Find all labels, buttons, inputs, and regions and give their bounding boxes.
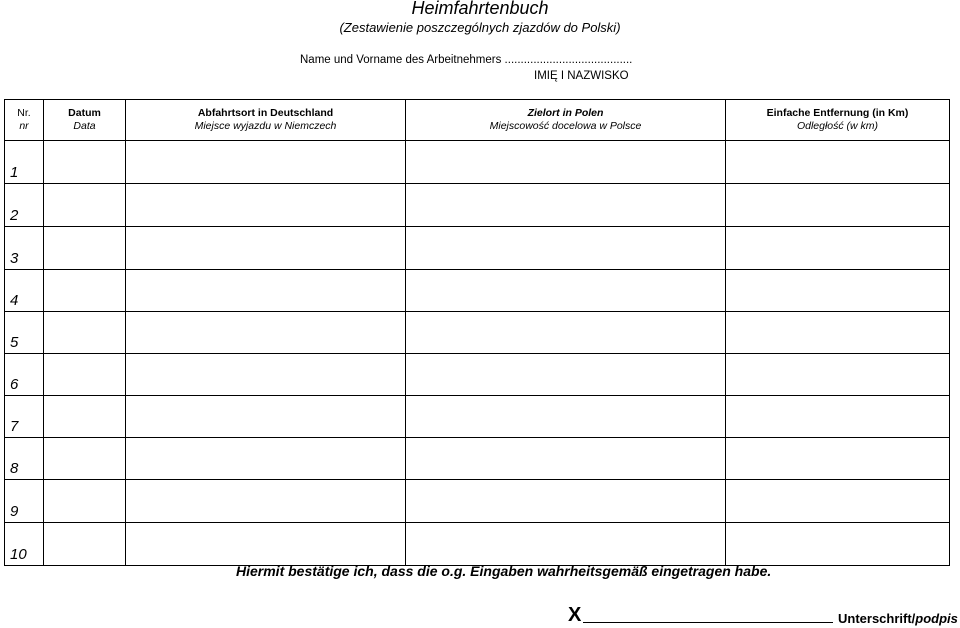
row-number: 9: [5, 480, 44, 523]
destination-cell[interactable]: [406, 312, 726, 354]
column-header-de: Einfache Entfernung (in Km): [766, 107, 909, 119]
trips-table: [4, 99, 950, 566]
distance-cell[interactable]: [726, 354, 950, 396]
destination-cell[interactable]: [406, 270, 726, 312]
table-row: [5, 438, 950, 480]
date-cell[interactable]: [44, 312, 126, 354]
row-number: 10: [5, 523, 44, 566]
distance-cell[interactable]: [726, 227, 950, 270]
distance-cell[interactable]: [726, 141, 950, 184]
table-row: [5, 480, 950, 523]
distance-cell[interactable]: [726, 480, 950, 523]
row-number: 8: [5, 438, 44, 480]
column-header-pl: nr: [19, 120, 29, 132]
destination-cell[interactable]: [406, 396, 726, 438]
distance-cell[interactable]: [726, 184, 950, 227]
departure-cell[interactable]: [126, 227, 406, 270]
column-header-pl: Miejscowość docelowa w Polsce: [489, 120, 642, 132]
confirmation-statement: Hiermit bestätige ich, dass die o.g. Eingaben wahrheitsgemäß eingetragen habe.: [236, 563, 772, 579]
destination-cell[interactable]: [406, 480, 726, 523]
table-header-row: [5, 100, 950, 141]
column-header-nr: [5, 100, 44, 141]
departure-cell[interactable]: [126, 480, 406, 523]
column-header-de: Zielort in Polen: [527, 107, 604, 119]
row-number: 6: [5, 354, 44, 396]
departure-cell[interactable]: [126, 312, 406, 354]
signature-line[interactable]: [583, 622, 833, 623]
departure-cell[interactable]: [126, 141, 406, 184]
column-header-de: Datum: [68, 107, 101, 119]
table-row: [5, 354, 950, 396]
column-header-pl: Data: [73, 120, 96, 132]
departure-cell[interactable]: [126, 438, 406, 480]
table-row: [5, 141, 950, 184]
column-header-de: Nr.: [17, 107, 31, 119]
column-header-distance: [726, 100, 950, 141]
distance-cell[interactable]: [726, 396, 950, 438]
page-title: Heimfahrtenbuch: [411, 0, 549, 18]
table-row: [5, 312, 950, 354]
table-row: [5, 270, 950, 312]
row-number: 4: [5, 270, 44, 312]
date-cell[interactable]: [44, 480, 126, 523]
destination-cell[interactable]: [406, 438, 726, 480]
departure-cell[interactable]: [126, 354, 406, 396]
destination-cell[interactable]: [406, 354, 726, 396]
row-number: 3: [5, 227, 44, 270]
column-header-date: [44, 100, 126, 141]
distance-cell[interactable]: [726, 438, 950, 480]
page-subtitle: (Zestawienie poszczególnych zjazdów do Polski): [339, 20, 621, 35]
distance-cell[interactable]: [726, 270, 950, 312]
date-cell[interactable]: [44, 270, 126, 312]
table-row: [5, 396, 950, 438]
distance-cell[interactable]: [726, 312, 950, 354]
row-number: 5: [5, 312, 44, 354]
column-header-pl: Odległość (w km): [796, 120, 879, 132]
departure-cell[interactable]: [126, 396, 406, 438]
employee-name-caption: IMIĘ I NAZWISKO: [534, 70, 629, 82]
departure-cell[interactable]: [126, 270, 406, 312]
destination-cell[interactable]: [406, 523, 726, 566]
date-cell[interactable]: [44, 141, 126, 184]
table-row: [5, 523, 950, 566]
signature-label-pl: podpis: [915, 611, 958, 626]
row-number: 1: [5, 141, 44, 184]
column-header-de: Abfahrtsort in Deutschland: [197, 107, 334, 119]
table-row: [5, 227, 950, 270]
column-header-pl: Miejsce wyjazdu w Niemczech: [194, 120, 337, 132]
destination-cell[interactable]: [406, 227, 726, 270]
date-cell[interactable]: [44, 523, 126, 566]
date-cell[interactable]: [44, 354, 126, 396]
date-cell[interactable]: [44, 227, 126, 270]
column-header-destination: [406, 100, 726, 141]
departure-cell[interactable]: [126, 523, 406, 566]
signature-label: [838, 611, 958, 627]
signature-label-de: Unterschrift/: [838, 611, 916, 626]
date-cell[interactable]: [44, 396, 126, 438]
departure-cell[interactable]: [126, 184, 406, 227]
table-row: [5, 184, 950, 227]
column-header-departure: [126, 100, 406, 141]
distance-cell[interactable]: [726, 523, 950, 566]
row-number: 7: [5, 396, 44, 438]
row-number: 2: [5, 184, 44, 227]
date-cell[interactable]: [44, 184, 126, 227]
destination-cell[interactable]: [406, 141, 726, 184]
date-cell[interactable]: [44, 438, 126, 480]
destination-cell[interactable]: [406, 184, 726, 227]
employee-name-field[interactable]: Name und Vorname des Arbeitnehmers ........................................: [300, 54, 633, 66]
signature-mark: X: [568, 604, 582, 626]
